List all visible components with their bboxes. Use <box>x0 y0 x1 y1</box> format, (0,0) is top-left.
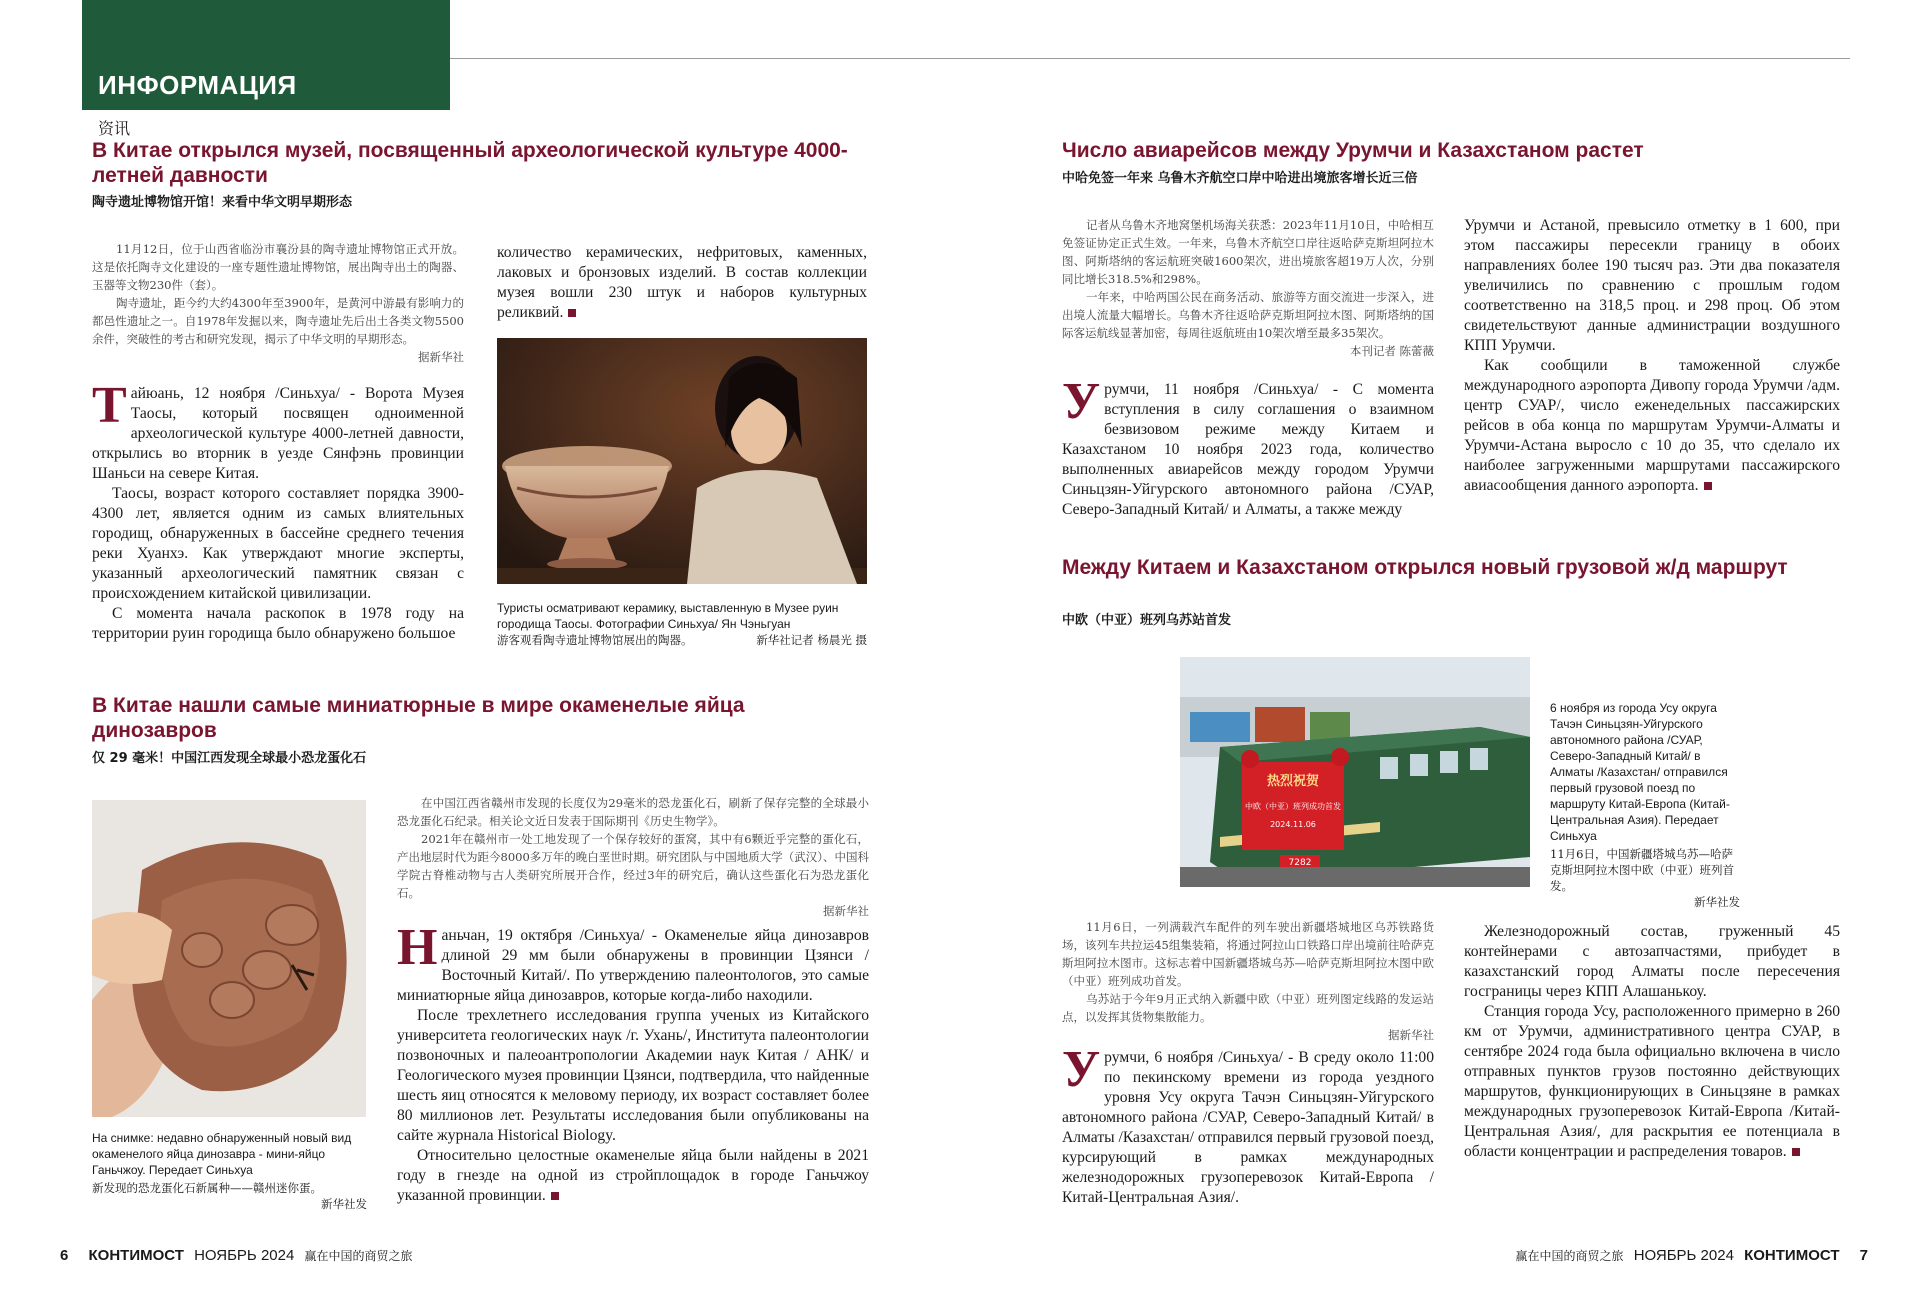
article2-p1: аньчан, 19 октября /Синьхуа/ - Окаменелые яйца динозавров длиной 29 мм были обнаружены в провинции Цзянси /Восточный Китай/. По утверждению палеонтологов, это самые миниатюрные яйца динозавров, которые когда-либо находили. <box>397 927 869 1004</box>
museum-photo-caption-cn <box>497 632 867 648</box>
article1-cn-text <box>92 240 464 366</box>
article2-dropcap: Н <box>397 919 438 976</box>
footer-right <box>1516 1247 1869 1264</box>
article1-p2: Таосы, возраст которого составляет порядка 3900-4300 лет, является одним из самых влиятельных городищ, обнаруженных в бассейне среднего течения реки Хуанхэ. Как утверждают многие эксперты, указанный археологический памятник связан с происхождением китайской цивилизации. <box>92 485 464 602</box>
banner-heading: 热烈祝贺 <box>1266 774 1320 789</box>
top-rule <box>450 58 1850 59</box>
article2-cn-p2: 2021年在赣州市一处工地发现了一个保存较好的蛋窝，其中有6颗近乎完整的蛋化石，产出地层时代为距今8000多万年的晚白垩世时期。研究团队与中国地质大学（武汉）、中国科学院古脊椎动物与古人类研究所展开合作，经过3年的研究后，确认这些蛋化石为恐龙蛋化石。 <box>397 832 870 900</box>
train-photo-illustration <box>1180 657 1530 887</box>
article4-p1: румчи, 6 ноября /Синьхуа/ - В среду около 11:00 по пекинскому времени из города уездного уровня Усу округа Тачэн Синьцзян-Уйгурского автономного района /СУАР, Северо-Западный Китай/ в Алматы /Казахстан/ отправился первый грузовой поезд, курсирующий в рамках международных железнодорожных грузоперевозок Китай-Европа /Китай-Центральная Азия/. <box>1062 1049 1435 1206</box>
museum-photo-illustration <box>497 338 867 584</box>
museum-photo <box>497 338 867 584</box>
article3-body-col2 <box>1464 216 1840 496</box>
banner-line: 中欧（中亚）班列成功首发 <box>1245 802 1341 811</box>
article2-title: В Китае нашли самые миниатюрные в мире окаменелые яйца динозавров <box>92 694 745 742</box>
article2-cn-source: 据新华社 <box>823 904 869 918</box>
article4-p3: Станция города Усу, расположенного примерно в 260 км от Урумчи, административного центра СУАР, в сентябре 2024 года была официально включена в число отправных пунктов грузов постоянно действующих маршрутов, функционирующих в Синьцзяне в рамках международных грузоперевозок Китай-Европа /Китай-Центральная Азия/, для раскрытия ее потенциала в области концентрации и распределения товаров. <box>1464 1003 1840 1160</box>
museum-caption-cn-text: 游客观看陶寺遗址博物馆展出的陶器。 <box>497 633 693 647</box>
museum-photo-caption: Туристы осматривают керамику, выставленную в Музее руин городища Таосы. Фотографии Синьхуа/ Ян Чэньгуан <box>497 601 839 631</box>
article3-p2: Урумчи и Астаной, превысило отметку в 1 600, при этом пассажиры пересекли границу в обоих направлениях более 190 тысяч раз. Эти два показателя увеличились по сравнению с прошлым годом соответственно на 318,5 проц. и 298 проц. Об этом свидетельствуют данные администрации воздушного КПП Урумчи. <box>1464 217 1840 354</box>
article3-body-col1 <box>1062 373 1434 520</box>
egg-caption-cn-credit: 新华社发 <box>321 1197 367 1211</box>
article1-subtitle-cn: 陶寺遗址博物馆开馆！来看中华文明早期形态 <box>92 195 353 210</box>
article2-p2: После трехлетнего исследования группа ученых из Китайского университета геологических наук /г. Ухань/, Института палеонтологии позвоночных и палеоантропологии Академии наук Китая / АНК/ и Геологического музея провинции Цзянси, подтвердила, что найденные шесть яиц относятся к меловому периоду, их возраст составляет более 80 миллионов лет. Результаты исследования были опубликованы на сайте журнала Historical Biology. <box>397 1007 869 1144</box>
museum-caption-cn-credit: 新华社记者 杨晨光 摄 <box>756 633 867 647</box>
article1-p4: количество керамических, нефритовых, каменных, лаковых и бронзовых изделий. В состав коллекции музея вошли 230 штук и наборов культурных реликвий. <box>497 244 867 321</box>
train-caption-cn-credit: 新华社发 <box>1694 895 1740 909</box>
article1-title: В Китае открылся музей, посвященный археологической культуре 4000-летней давности <box>92 139 848 187</box>
article3-p3: Как сообщили в таможенной службе международного аэропорта Дивопу города Урумчи /адм. центр СУАР/, число еженедельных пассажирских рейсов в оба конца по маршрутам Урумчи-Алматы и Урумчи-Астана выросло с 10 до 35, что сделало их наиболее загруженными маршрутами пассажирского авиасообщения данного аэропорта. <box>1464 357 1840 494</box>
locomotive-number: 7282 <box>1288 858 1312 868</box>
article4-subtitle-cn: 中欧（中亚）班列乌苏站首发 <box>1062 613 1232 628</box>
section-title: ИНФОРМАЦИЯ <box>98 70 297 100</box>
article4-cn-p2: 乌苏站于今年9月正式纳入新疆中欧（中亚）班列图定线路的发运站点，以发挥其货物集散能力。 <box>1062 992 1434 1024</box>
banner-date: 2024.11.06 <box>1270 820 1316 829</box>
article1-dropcap: Т <box>92 377 127 434</box>
article1-cn-p2: 陶寺遗址，距今约大约4300年至3900年，是黄河中游最有影响力的都邑性遗址之一。自1978年发掘以来，陶寺遗址先后出土各类文物5500余件，突破性的考古和研究发现，揭示了中华文明的早期形态。 <box>92 296 464 346</box>
article3-title: Число авиарейсов между Урумчи и Казахстаном растет <box>1062 139 1644 162</box>
article4-cn-text <box>1062 918 1434 1044</box>
egg-photo-caption: На снимке: недавно обнаруженный новый вид окаменелого яйца динозавра - мини-яйцо Ганьчжоу. Передает Синьхуа <box>92 1131 352 1177</box>
article1-p3: С момента начала раскопок в 1978 году на территории руин городища было обнаружено большое <box>92 605 464 642</box>
left-page-number: 6 <box>60 1247 69 1264</box>
article3-cn-p1: 记者从乌鲁木齐地窝堡机场海关获悉：2023年11月10日，中哈相互免签证协定正式生效。一年来，乌鲁木齐航空口岸往返哈萨克斯坦阿拉木图、阿斯塔纳的客运航班突破1600架次，进出境旅客超19万人次，分别同比增长318.5%和298%。 <box>1062 218 1434 286</box>
article3-subtitle-cn: 中哈免签一年来 乌鲁木齐航空口岸中哈进出境旅客增长近三倍 <box>1062 171 1418 186</box>
end-mark <box>1704 482 1712 490</box>
train-photo <box>1180 657 1530 887</box>
footer-slogan-left: 赢在中国的商贸之旅 <box>304 1249 413 1263</box>
article3-cn-source: 本刊记者 陈蕾薇 <box>1349 344 1434 358</box>
article4-title: Между Китаем и Казахстаном открылся новый грузовой ж/д маршрут <box>1062 556 1788 579</box>
end-mark <box>1792 1148 1800 1156</box>
footer-issue-left: НОЯБРЬ 2024 <box>194 1247 295 1264</box>
footer-slogan-right: 赢在中国的商贸之旅 <box>1515 1249 1624 1263</box>
article4-cn-source: 据新华社 <box>1388 1028 1434 1042</box>
article3-cn-text <box>1062 216 1434 360</box>
end-mark <box>568 309 576 317</box>
train-photo-caption: 6 ноября из города Усу округа Тачэн Синьцзян-Уйгурского автономного района /СУАР, Северо-Западный Китай/ в Алматы /Казахстан/ отправился первый грузовой поезд по маршруту Китай-Европа (Китай-Центральная Азия). Передает Синьхуа <box>1550 701 1730 843</box>
egg-photo-caption-cn <box>92 1180 367 1212</box>
article2-p3: Относительно целостные окаменелые яйца были найдены в 2021 году в гнезде на одной из стройплощадок в городе Ганьчжоу указанной провинции. <box>397 1147 869 1204</box>
article1-body-col1 <box>92 377 464 644</box>
article4-p2: Железнодорожный состав, груженный 45 контейнерами с автозапчастями, прибудет в казахстанский город Алматы после пересечения госграницы через КПП Алашанькоу. <box>1464 923 1840 1000</box>
article2-subtitle-cn: 仅 29 毫米！中国江西发现全球最小恐龙蛋化石 <box>92 751 367 766</box>
dinosaur-egg-illustration <box>92 800 366 1117</box>
article2-cn-text <box>397 794 869 920</box>
footer-issue-right: НОЯБРЬ 2024 <box>1633 1247 1734 1264</box>
article1-cn-source: 据新华社 <box>418 350 464 364</box>
article3-dropcap: У <box>1062 373 1101 430</box>
end-mark <box>551 1192 559 1200</box>
footer-brand-right: КОНТИМОСТ <box>1744 1247 1840 1264</box>
article1-p1: айюань, 12 ноября /Синьхуа/ - Ворота Музея Таосы, который посвящен одноименной археологической культуре 4000-летней давности, открылись во вторник в уезде Сянфэнь провинции Шаньси на севере Китая. <box>92 385 464 482</box>
article4-body-col2 <box>1464 922 1840 1162</box>
article3-cn-p2: 一年来，中哈两国公民在商务活动、旅游等方面交流进一步深入，进出境人流量大幅增长。乌鲁木齐往返哈萨克斯坦阿拉木图、阿斯塔纳的国际客运航线显著加密，每周往返航班由10架次增至最多35架次。 <box>1062 290 1434 340</box>
article4-body-col1 <box>1062 1041 1435 1208</box>
footer-brand-left: КОНТИМОСТ <box>88 1247 184 1264</box>
article2-cn-p1: 在中国江西省赣州市发现的长度仅为29毫米的恐龙蛋化石，刷新了保存完整的全球最小恐龙蛋化石纪录。相关论文近日发表于国际期刊《历史生物学》。 <box>397 796 869 828</box>
article1-cn-p1: 11月12日，位于山西省临汾市襄汾县的陶寺遗址博物馆正式开放。这是依托陶寺文化建设的一座专题性遗址博物馆，展出陶寺出土的陶器、玉器等文物230件（套）。 <box>92 242 464 292</box>
section-tag <box>82 0 450 110</box>
train-photo-caption-cn <box>1550 846 1740 910</box>
footer-left <box>60 1247 413 1264</box>
section-title-cn: 资讯 <box>98 119 131 138</box>
article4-dropcap: У <box>1062 1041 1101 1098</box>
article1-body-col2 <box>497 243 867 323</box>
train-caption-cn-text: 11月6日，中国新疆塔城乌苏—哈萨克斯坦阿拉木图中欧（中亚）班列首发。 <box>1550 847 1734 893</box>
article4-cn-p1: 11月6日，一列满载汽车配件的列车驶出新疆塔城地区乌苏铁路货场，该列车共拉运45组集装箱，将通过阿拉山口铁路口岸出境前往哈萨克斯坦阿拉木图市。这标志着中国新疆塔城乌苏—哈萨克斯坦阿拉木图中欧（中亚）班列成功首发。 <box>1062 920 1434 988</box>
egg-caption-cn-text: 新发现的恐龙蛋化石新属种——赣州迷你蛋。 <box>92 1181 322 1195</box>
article2-body <box>397 919 869 1206</box>
dinosaur-egg-photo <box>92 800 366 1117</box>
article3-p1: румчи, 11 ноября /Синьхуа/ - С момента вступления в силу соглашения о взаимном безвизовом режиме между Китаем и Казахстаном 10 ноября 2023 года, количество выполненных авиарейсов между городом Урумчи Синьцзян-Уйгурского автономного района /СУАР, Северо-Западный Китай/ и Алматы, а также между <box>1062 381 1434 518</box>
right-page-number: 7 <box>1859 1247 1868 1264</box>
